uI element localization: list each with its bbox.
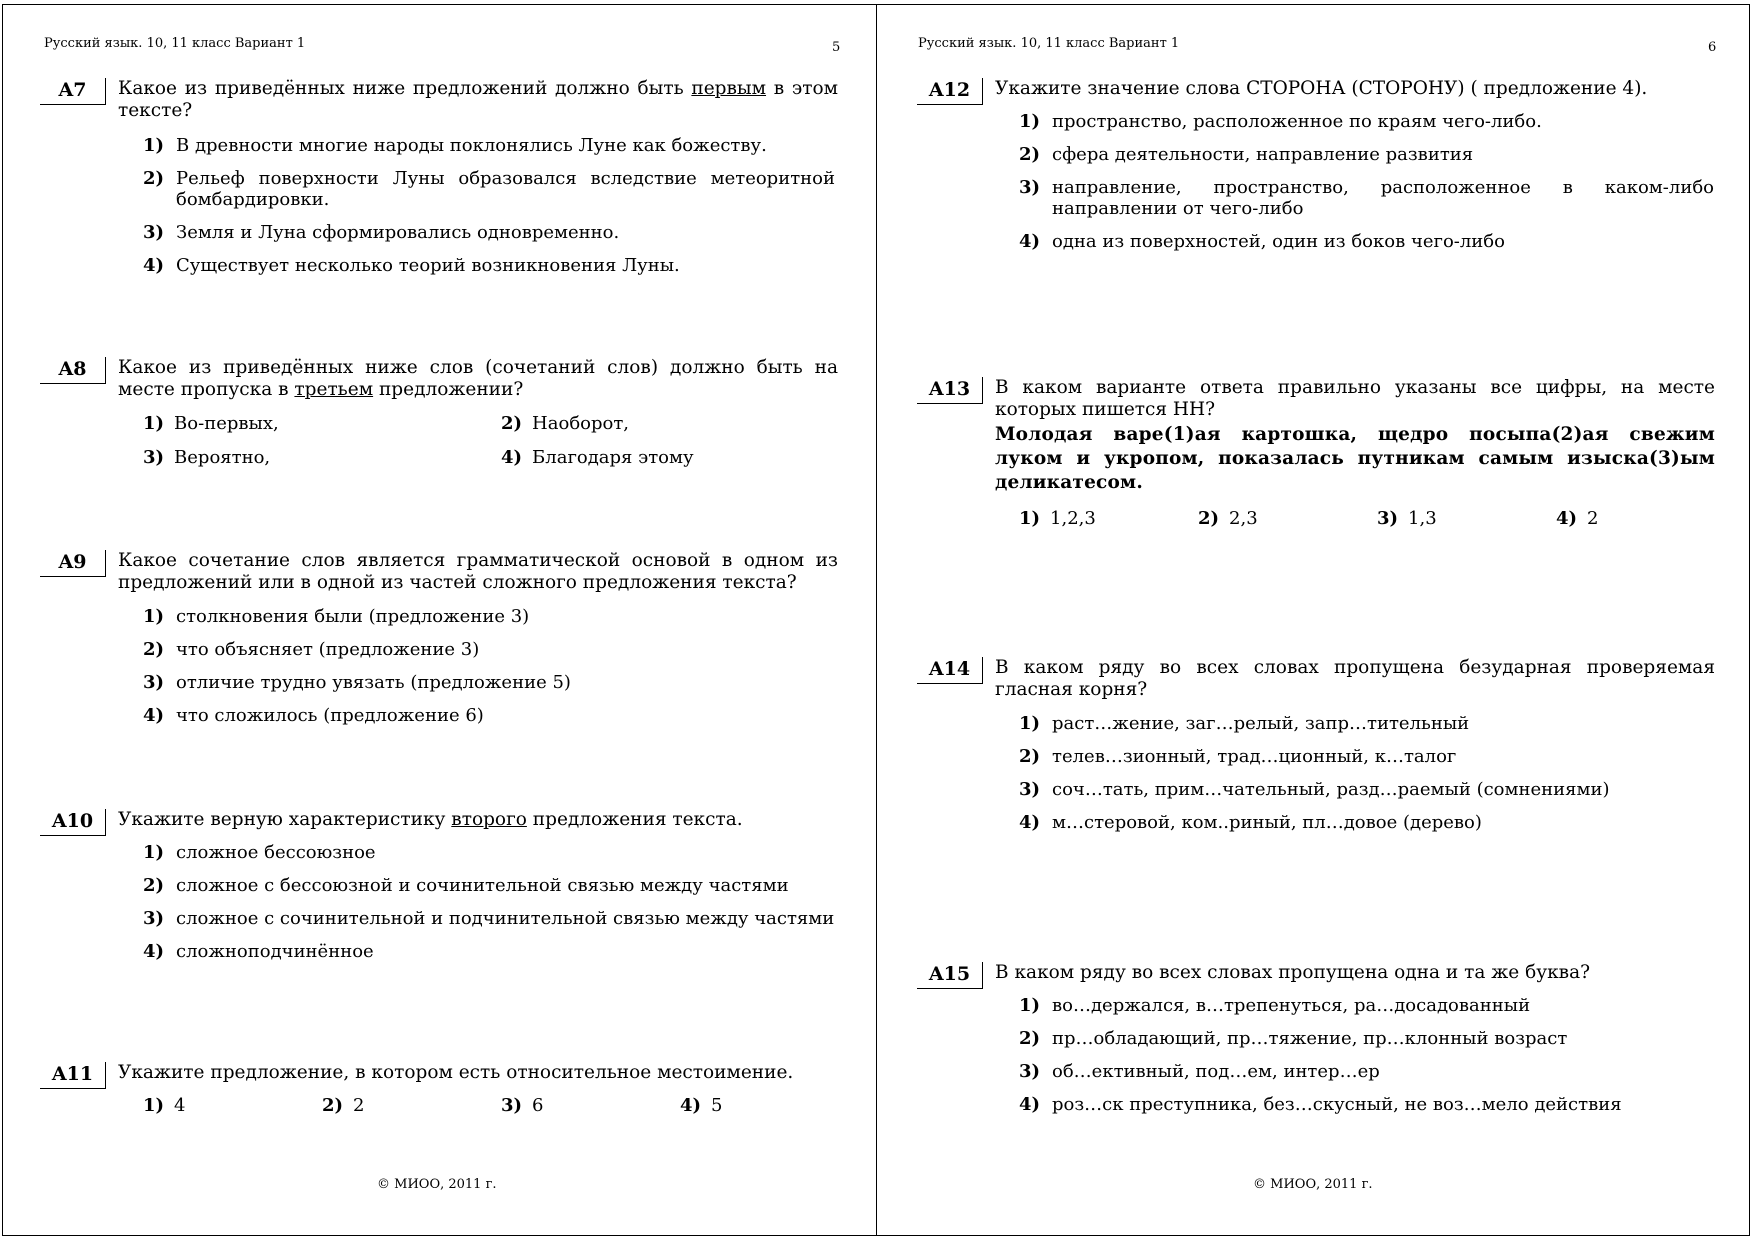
options-a11 <box>143 1095 835 1129</box>
question-label: A12 <box>917 78 983 105</box>
question-label: A11 <box>40 1062 106 1089</box>
option[interactable]: 3) об…ективный, под…ем, интер…ер <box>1019 1061 1380 1082</box>
option[interactable]: 1) сложное бессоюзное <box>143 842 376 863</box>
option[interactable]: 2) пр…обладающий, пр…тяжение, пр…клонный возраст <box>1019 1028 1568 1049</box>
question-text: Укажите предложение, в котором есть относительное местоимение. <box>118 1062 794 1083</box>
options-a10 <box>143 842 835 974</box>
page-header: Русский язык. 10, 11 класс Вариант 1 <box>44 36 306 51</box>
question-label: A15 <box>917 962 983 989</box>
task-sentence: Молодая варе(1)ая картошка, щедро посыпа(2)ая свежим луком и укропом, показалась путникам самым изыска(3)ым деликатесом. <box>995 424 1715 493</box>
options-a15 <box>1019 995 1714 1127</box>
question-a9 <box>40 550 838 594</box>
option[interactable]: 2) что объясняет (предложение 3) <box>143 639 480 660</box>
option[interactable]: 1) пространство, расположенное по краям чего-либо. <box>1019 111 1542 132</box>
option[interactable]: 4) одна из поверхностей, один из боков чего-либо <box>1019 231 1505 252</box>
option[interactable]: 4) Благодаря этому <box>501 447 694 468</box>
options-a7 <box>143 135 835 288</box>
option[interactable]: 2) 2,3 <box>1198 508 1258 529</box>
question-text: Укажите значение слова СТОРОНА (СТОРОНУ) ( предложение 4). <box>995 78 1648 99</box>
option[interactable]: 3) 1,3 <box>1377 508 1437 529</box>
option[interactable]: 4) что сложилось (предложение 6) <box>143 705 484 726</box>
option[interactable]: 4) роз…ск преступника, без…скусный, не воз…мело действия <box>1019 1094 1622 1115</box>
page-footer: © МИОО, 2011 г. <box>377 1177 497 1192</box>
options-a12 <box>1019 111 1714 264</box>
option[interactable]: 1) 4 <box>143 1095 186 1116</box>
question-a7 <box>40 78 838 122</box>
option[interactable]: 2) телев…зионный, трад…ционный, к…талог <box>1019 746 1457 767</box>
question-text: Укажите верную характеристику второго предложения текста. <box>118 809 743 830</box>
option[interactable]: 4) 2 <box>1556 508 1599 529</box>
question-a11 <box>40 1062 838 1084</box>
options-a13 <box>1019 508 1714 542</box>
option[interactable]: 3) соч…тать, прим…чательный, разд…раемый (сомнениями) <box>1019 779 1610 800</box>
question-a14 <box>917 657 1715 701</box>
page-footer: © МИОО, 2011 г. <box>1253 1177 1373 1192</box>
option[interactable]: 3) отличие трудно увязать (предложение 5) <box>143 672 571 693</box>
page-number: 6 <box>1708 40 1717 55</box>
option[interactable]: 3) Земля и Луна сформировались одновременно. <box>143 222 620 243</box>
option[interactable]: 4) Существует несколько теорий возникновения Луны. <box>143 255 680 276</box>
option[interactable]: 1) столкновения были (предложение 3) <box>143 606 530 627</box>
option[interactable]: 3) направление, пространство, расположенное в каком-либо направлении от чего-либо <box>1019 177 1714 219</box>
question-label: A7 <box>40 78 106 105</box>
options-a9 <box>143 606 835 738</box>
question-a12 <box>917 78 1715 100</box>
page-header: Русский язык. 10, 11 класс Вариант 1 <box>918 36 1180 51</box>
question-text: Какое из приведённых ниже предложений должно быть первым в этом тексте? <box>118 78 838 121</box>
question-text: Какое из приведённых ниже слов (сочетаний слов) должно быть на месте пропуска в третьем предложении? <box>118 357 838 400</box>
options-a14 <box>1019 713 1714 845</box>
option[interactable]: 3) сложное с сочинительной и подчинительной связью между частями <box>143 908 835 929</box>
option[interactable]: 2) Наоборот, <box>501 413 630 434</box>
question-label: A14 <box>917 657 983 684</box>
option[interactable]: 3) Вероятно, <box>143 447 271 468</box>
option[interactable]: 2) сфера деятельности, направление развития <box>1019 144 1474 165</box>
question-a8 <box>40 357 838 401</box>
option[interactable]: 1) В древности многие народы поклонялись Луне как божеству. <box>143 135 767 156</box>
question-label: A13 <box>917 377 983 404</box>
option[interactable]: 2) сложное с бессоюзной и сочинительной связью между частями <box>143 875 789 896</box>
page-number: 5 <box>832 40 841 55</box>
question-a15 <box>917 962 1715 984</box>
option[interactable]: 1) 1,2,3 <box>1019 508 1096 529</box>
right-page <box>877 0 1754 1239</box>
question-a13 <box>917 377 1715 495</box>
question-label: A8 <box>40 357 106 384</box>
option[interactable]: 3) 6 <box>501 1095 544 1116</box>
left-page <box>0 0 876 1239</box>
option[interactable]: 4) 5 <box>680 1095 723 1116</box>
question-text: В каком варианте ответа правильно указаны все цифры, на месте которых пишется НН? <box>995 377 1715 420</box>
question-text: В каком ряду во всех словах пропущена одна и та же буква? <box>995 962 1591 983</box>
option[interactable]: 1) Во-первых, <box>143 413 279 434</box>
option[interactable]: 2) Рельеф поверхности Луны образовался вследствие метеоритной бомбардировки. <box>143 168 835 210</box>
option[interactable]: 4) сложноподчинённое <box>143 941 374 962</box>
question-a10 <box>40 809 838 831</box>
question-label: A9 <box>40 550 106 577</box>
option[interactable]: 4) м…стеровой, ком..риный, пл…довое (дерево) <box>1019 812 1482 833</box>
question-text: В каком ряду во всех словах пропущена безударная проверяемая гласная корня? <box>995 657 1715 700</box>
question-label: A10 <box>40 809 106 836</box>
question-text: Какое сочетание слов является грамматической основой в одном из предложений или в одной из частей сложного предложения текста? <box>118 550 838 593</box>
option[interactable]: 1) раст…жение, заг…релый, запр…тительный <box>1019 713 1470 734</box>
options-a8 <box>143 413 835 481</box>
option[interactable]: 1) во…держался, в…трепенуться, ра…досадованный <box>1019 995 1531 1016</box>
option[interactable]: 2) 2 <box>322 1095 365 1116</box>
